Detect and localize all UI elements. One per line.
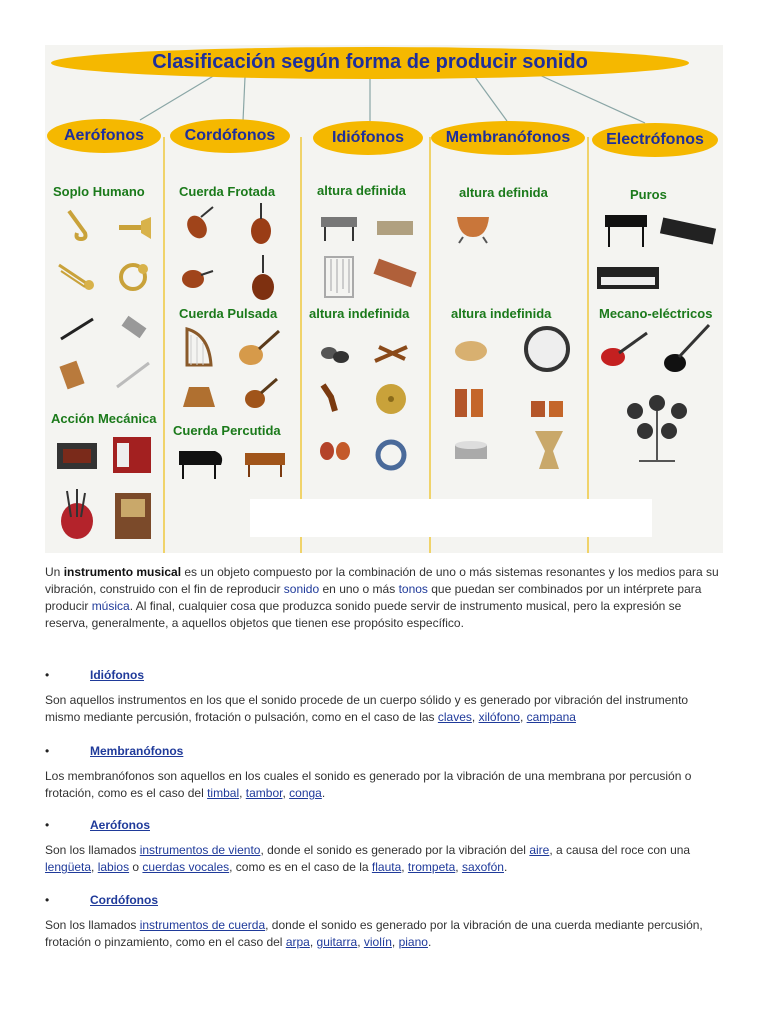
claves-icon [371,335,411,371]
link-violin[interactable]: violín [363,935,392,949]
paragraph-text: Son aquellos instrumentos en los que el sonido procede de un cuerpo sólido y es generado por vibración del instrumento mismo mediante percusión, frotación o pulsación, como en el caso de las [45,693,689,724]
bagpipe-icon [53,487,101,543]
maraca-icon [315,379,355,415]
category-idiofonos: Idiófonos [313,121,423,155]
cordofonos-paragraph [45,917,725,951]
djembe-icon [529,425,569,473]
tubular-bells-icon [319,253,359,301]
link-guitarra[interactable]: guitarra [316,935,358,949]
electric-bass-icon [659,321,713,377]
link-conga[interactable]: conga [289,786,322,800]
tambourine-icon [371,437,411,473]
maracas-icon [315,437,355,473]
link-arpa[interactable]: arpa [285,935,310,949]
harmonica-icon [115,311,155,347]
violin-icon [179,205,219,241]
bullet: • [45,668,50,682]
intro-paragraph [45,564,725,632]
glockenspiel-icon [373,215,417,243]
separator: , [239,786,246,800]
category-cordofonos: Cordófonos [170,119,290,153]
link-tonos[interactable]: tonos [398,582,428,596]
intro-text: . Al final, cualquier cosa que produzca sonido puede servir de instrumento musical, pero la expresión se reserva, generalmente, a aquellos objetos que tienen ese propósito específico. [45,599,682,630]
link-campana[interactable]: campana [526,710,576,724]
snare-drum-icon [451,435,491,471]
link-flauta[interactable]: flauta [371,860,402,874]
separator: , [455,860,462,874]
separator: , [282,786,290,800]
link-piano[interactable]: piano [398,935,428,949]
guitar-icon [235,325,283,369]
timpani-icon [453,209,493,245]
subhead-mecano-electricos: Mecano-eléctricos [599,306,713,321]
subhead-accion-mecanica: Acción Mecánica [51,411,157,426]
link-sonido[interactable]: sonido [283,582,320,596]
subhead-cuerda-pulsada: Cuerda Pulsada [179,306,278,321]
intro-text: que puedan ser combinados por un intérprete para producir [45,582,702,613]
membranofonos-paragraph [45,768,725,802]
heading-aerofonos[interactable]: Aerófonos [90,818,150,832]
bullet: • [45,818,50,832]
electric-guitar-icon [597,327,651,371]
category-membranofonos: Membranófonos [431,121,585,155]
keyboard-icon [659,217,717,247]
subhead-memb-definida: altura definida [459,185,548,200]
paragraph-text: Son los llamados [45,918,140,932]
clarinet-icon [57,311,97,347]
link-instrumentos-de-viento[interactable]: instrumentos de viento [139,843,261,857]
intro-text: Un [45,565,64,579]
trumpet-icon [115,211,155,247]
aerofonos-paragraph [45,842,725,876]
heading-membranofonos[interactable]: Membranófonos [90,744,184,758]
bullet: • [45,893,50,907]
paragraph-text: , donde el sonido es generado por la vibración del [260,843,530,857]
divider [163,137,165,553]
viola-icon [175,259,215,295]
paragraph-text: Son los llamados [45,843,140,857]
link-labios[interactable]: labios [97,860,130,874]
saxophone-icon [59,207,99,243]
classification-chart [45,45,723,553]
subhead-cuerda-percutida: Cuerda Percutida [173,423,281,438]
subhead-idio-indefinida: altura indefinida [309,306,410,321]
lute-icon [241,375,281,411]
heading-cordofonos[interactable]: Cordófonos [90,893,158,907]
double-bass-icon [243,253,283,301]
divider [587,137,589,553]
link-musica[interactable]: música [91,599,130,613]
link-saxofon[interactable]: saxofón [461,860,504,874]
synthesizer-icon [595,263,661,293]
separator: o [129,860,143,874]
separator: , [91,860,98,874]
period: . [321,786,326,800]
subhead-cuerda-frotada: Cuerda Frotada [179,184,276,199]
link-instrumentos-de-cuerda[interactable]: instrumentos de cuerda [139,918,266,932]
subhead-memb-indefinida: altura indefinida [451,306,552,321]
intro-text: es un objeto compuesto por la combinación de uno o más sistemas resonantes y los medios para su vibración, construido con el fin de reproducir [45,565,719,596]
paragraph-text: , donde el sonido es generado por la vibración de una cuerda mediante percusión, frotación o pinzamiento, como en el caso del [45,918,703,949]
link-aire[interactable]: aire [529,843,550,857]
link-claves[interactable]: claves [437,710,472,724]
paragraph-text: , como es en el caso de la [229,860,372,874]
flute-icon [113,357,153,393]
link-tambor[interactable]: tambor [245,786,283,800]
conga-icon [449,385,489,421]
heading-idiofonos[interactable]: Idiófonos [90,668,144,682]
accordion-icon [107,433,157,477]
link-lenguueta[interactable]: lengüeta [45,860,92,874]
separator: , [519,710,527,724]
link-xilofono[interactable]: xilófono [478,710,520,724]
panflute-icon [55,357,95,393]
link-trompeta[interactable]: trompeta [407,860,456,874]
bandoneon-icon [53,435,101,477]
category-electrofonos: Electrófonos [592,123,718,157]
bullet: • [45,744,50,758]
subhead-idio-definida: altura definida [317,183,406,198]
idiofonos-paragraph [45,692,725,726]
separator: , [391,935,399,949]
organ-icon [109,487,157,543]
paragraph-text: Los membranófonos son aquellos en los cuales el sonido es generado por la vibración de una membrana por percusión o frotación, como es el caso del [45,769,692,800]
divider [300,137,302,553]
french-horn-icon [113,259,153,295]
separator: , [471,710,479,724]
separator: , [309,935,317,949]
grand-piano-icon [175,443,227,483]
white-overlay [250,499,652,537]
bass-drum-icon [519,325,575,373]
subhead-puros: Puros [630,187,667,202]
zither-icon [179,379,219,415]
intro-bold-term: instrumento musical [63,565,182,579]
digital-piano-icon [601,211,651,251]
intro-text: en uno o más [319,582,399,596]
xylophone-icon [371,257,419,293]
cymbal-icon [371,381,411,417]
separator: , [357,935,364,949]
clavichord-icon [241,445,289,481]
subhead-soplo-humano: Soplo Humano [53,184,145,199]
paragraph-text: , a causa del roce con una [549,843,691,857]
bongos-icon [527,391,567,427]
harp-icon [179,325,219,369]
castanets-icon [315,335,355,371]
electronic-drums-icon [619,389,695,467]
period: . [503,860,508,874]
divider [429,137,431,553]
cello-icon [241,201,281,245]
category-aerofonos: Aerófonos [47,119,161,153]
vibraphone-icon [317,211,361,243]
link-cuerdas-vocales[interactable]: cuerdas vocales [142,860,230,874]
trombone-icon [55,257,95,293]
chart-title: Clasificación según forma de producir sonido [152,51,588,73]
period: . [427,935,432,949]
separator: , [401,860,408,874]
link-timbal[interactable]: timbal [207,786,240,800]
bongo-tambourine-icon [451,335,491,371]
